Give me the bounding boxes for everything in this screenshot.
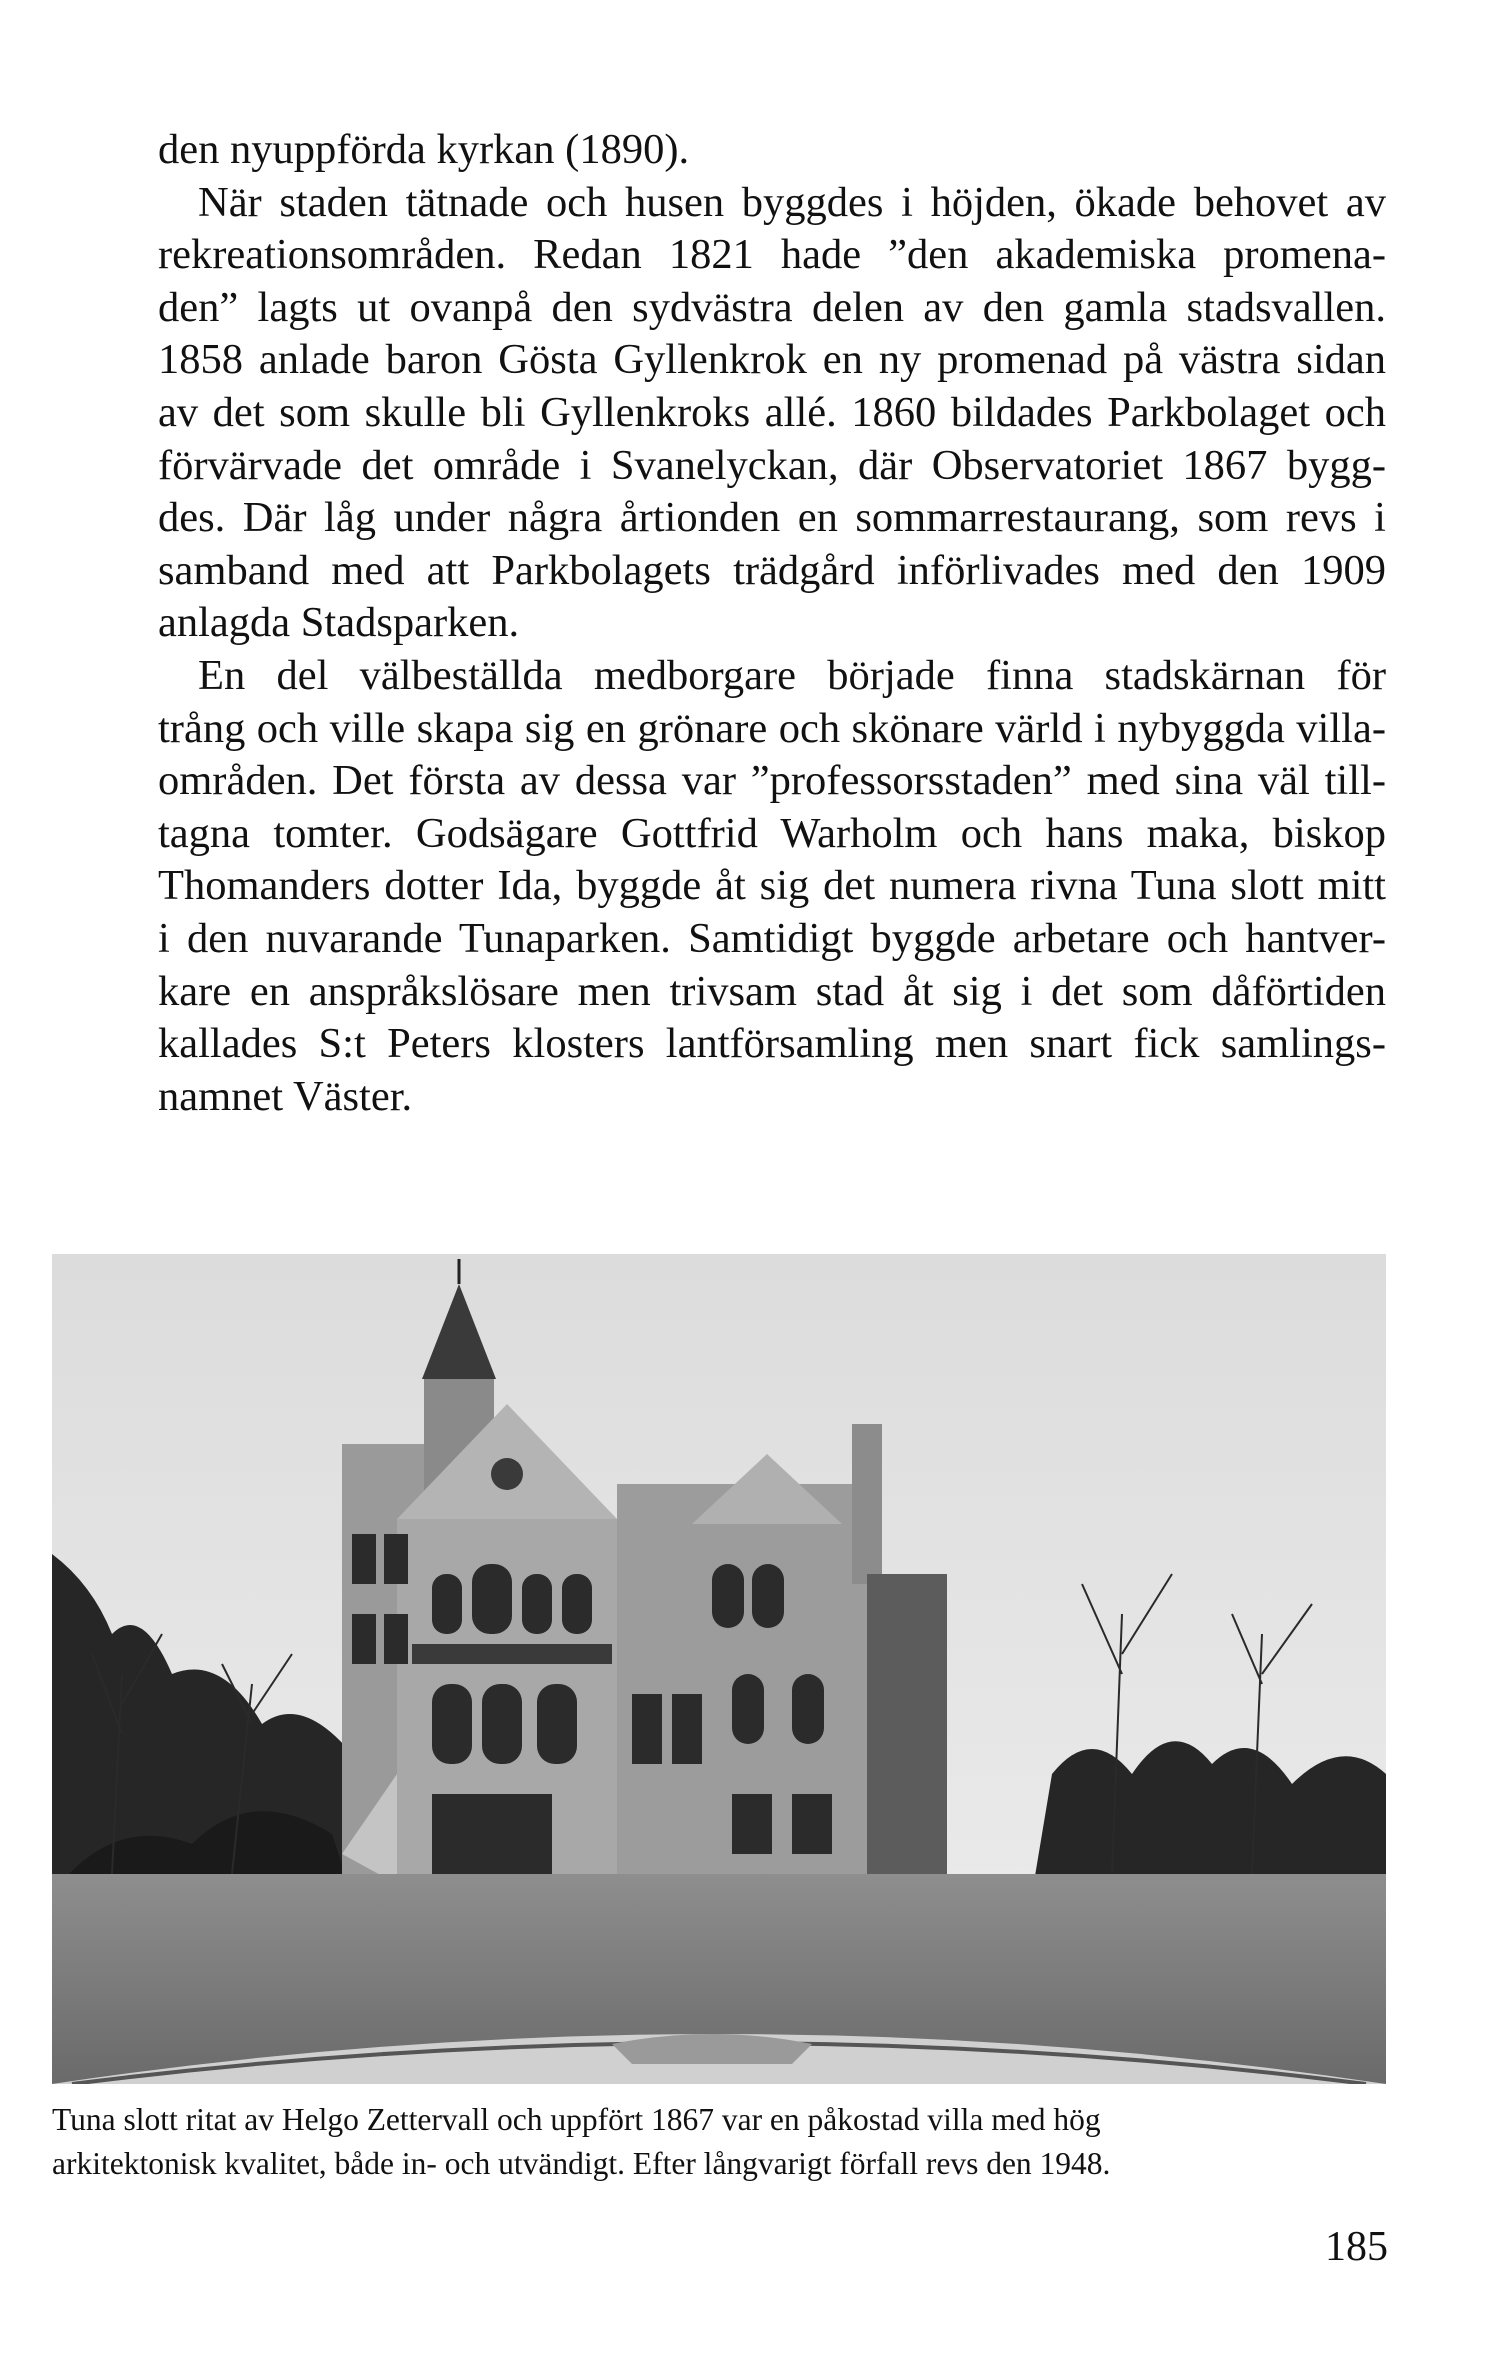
photo-caption: [52, 2098, 1386, 2186]
caption-line: arkitektonisk kvalitet, både in- och utvändigt. Efter långvarigt förfall revs den 1948.: [52, 2146, 1111, 2181]
caption-line: Tuna slott ritat av Helgo Zettervall och uppfört 1867 var en påkostad villa med hög: [52, 2102, 1101, 2137]
text-line: områden. Det första av dessa var ”professorsstaden” med sina väl till-: [158, 757, 1386, 805]
text-line: samband med att Parkbolagets trädgård införlivades med den 1909: [158, 546, 1386, 594]
text-line: namnet Väster.: [158, 1072, 413, 1120]
text-line: rekreationsområden. Redan 1821 hade ”den akademiska promena-: [158, 231, 1386, 279]
text-line: trång och ville skapa sig en grönare och skönare värld i nybyggda villa-: [158, 704, 1386, 752]
text-line: den nyuppförda kyrkan (1890).: [158, 126, 690, 173]
castle-photograph: [52, 1254, 1386, 2084]
text-line: den” lagts ut ovanpå den sydvästra delen av den gamla stadsvallen.: [158, 283, 1386, 331]
body-text: [158, 124, 1386, 1123]
text-line: En del välbeställda medborgare började finna stadskärnan för: [198, 651, 1386, 699]
text-line: kare en anspråkslösare men trivsam stad åt sig i det som dåförtiden: [158, 967, 1386, 1015]
text-line: anlagda Stadsparken.: [158, 599, 520, 647]
text-line: kallades S:t Peters klosters lantförsamling men snart fick samlings-: [158, 1020, 1386, 1068]
text-line: tagna tomter. Godsägare Gottfrid Warholm och hans maka, biskop: [158, 809, 1386, 857]
page-number: 185: [1325, 2224, 1388, 2270]
text-line: av det som skulle bli Gyllenkroks allé. 1860 bildades Parkbolaget och: [158, 388, 1386, 436]
castle-photo-illustration: [52, 1254, 1386, 2084]
text-line: När staden tätnade och husen byggdes i höjden, ökade behovet av: [198, 178, 1386, 226]
text-line: i den nuvarande Tunaparken. Samtidigt byggde arbetare och hantver-: [158, 914, 1386, 962]
text-line: förvärvade det område i Svanelyckan, där Observatoriet 1867 bygg-: [158, 441, 1386, 489]
text-line: Thomanders dotter Ida, byggde åt sig det numera rivna Tuna slott mitt: [158, 862, 1386, 910]
text-line: 1858 anlade baron Gösta Gyllenkrok en ny promenad på västra sidan: [158, 336, 1386, 384]
text-line: des. Där låg under några årtionden en sommarrestaurang, som revs i: [158, 494, 1386, 542]
